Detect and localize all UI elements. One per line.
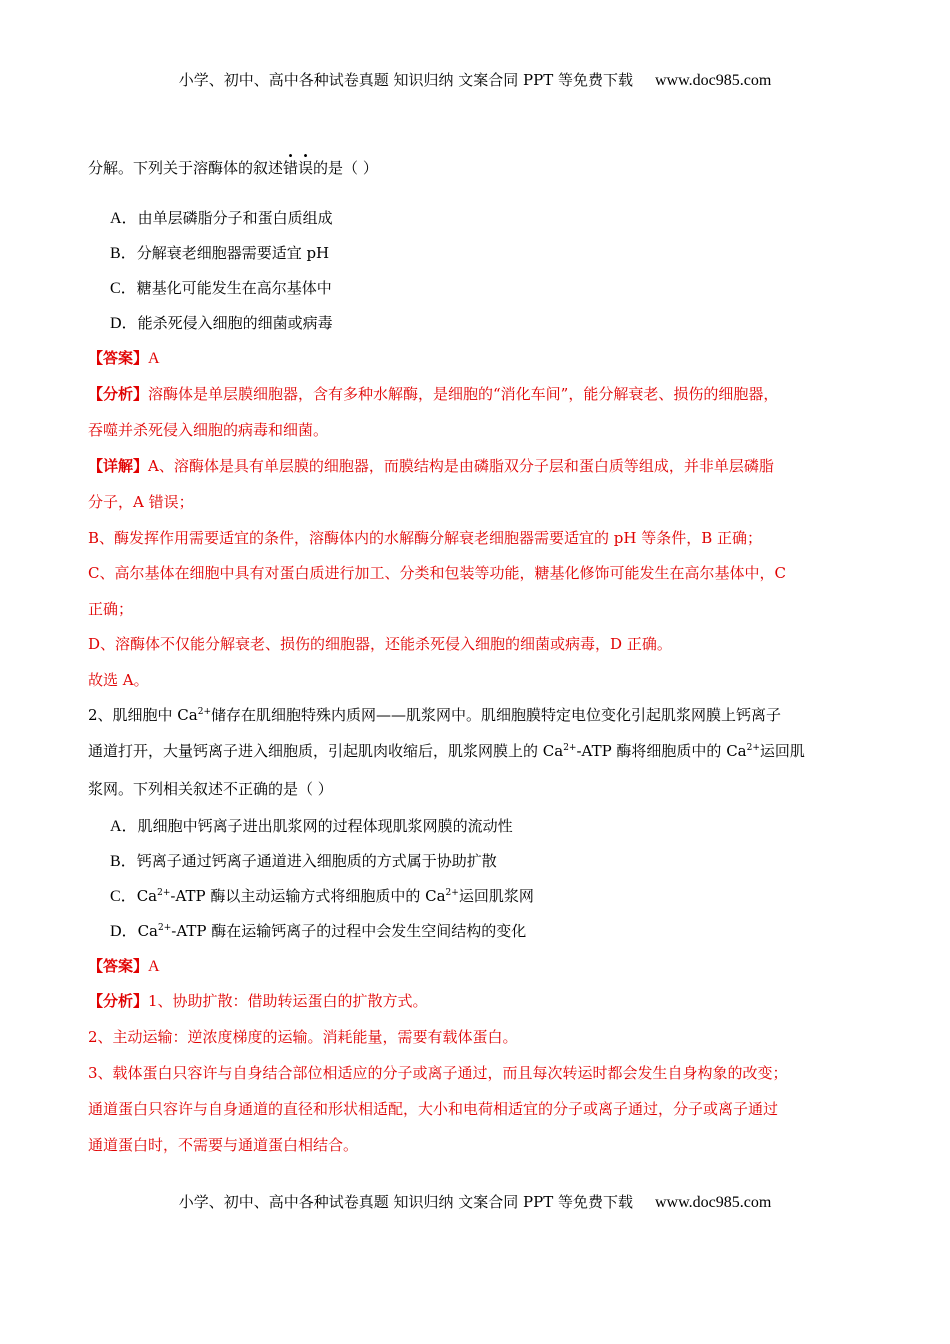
q1-stem-emph-2: 误 <box>298 159 314 177</box>
q1-option-c <box>110 278 332 299</box>
q2-option-c <box>110 886 534 907</box>
q2-analysis-line-5: 通道蛋白时，不需要与通道蛋白相结合。 <box>88 1136 359 1154</box>
q1-detail-line-5: 正确； <box>88 600 134 618</box>
q2-option-a <box>110 816 513 837</box>
option-text: 糖基化可能发生在高尔基体中 <box>136 279 332 297</box>
q1-stem-prefix: 分解。下列关于溶酶体的叙述 <box>88 159 284 177</box>
option-text: 钙离子通过钙离子通道进入细胞质的方式属于协助扩散 <box>136 852 497 870</box>
superscript: 2+ <box>445 888 459 898</box>
q2-option-d <box>110 921 526 942</box>
superscript: 2+ <box>197 707 212 717</box>
option-label: D． <box>110 923 138 940</box>
option-text: 运回肌浆网 <box>458 887 534 905</box>
option-text: 能杀死侵入细胞的细菌或病毒 <box>137 314 333 332</box>
page-footer <box>0 1191 950 1212</box>
q2-analysis-line-4: 通道蛋白只容许与自身通道的直径和形状相适配，大小和电荷相适宜的分子或离子通过，分子或离子通过 <box>88 1100 779 1118</box>
q2-text: 2、肌细胞中 Ca <box>88 706 198 724</box>
q1-stem-emph-1: 错 <box>283 159 299 177</box>
option-text: 由单层磷脂分子和蛋白质组成 <box>137 209 333 227</box>
q2-stem-line-2 <box>88 741 805 761</box>
option-label: D． <box>110 315 138 332</box>
answer-tag: 【答案】 <box>88 957 149 975</box>
option-text: -ATP 酶以主动运输方式将细胞质中的 Ca <box>170 887 446 905</box>
detail-tag: 【详解】 <box>88 457 149 475</box>
answer-value: A <box>148 350 160 367</box>
q2-stem-line-3: 浆网。下列相关叙述不正确的是（ ） <box>88 780 333 798</box>
page-header <box>0 69 950 90</box>
q1-detail-line-6: D、溶酶体不仅能分解衰老、损伤的细胞器，还能杀死侵入细胞的细菌或病毒，D 正确。 <box>88 635 672 653</box>
q1-stem-suffix: 的是（ ） <box>313 159 378 177</box>
q1-analysis-line-2: 吞噬并杀死侵入细胞的病毒和细菌。 <box>88 421 329 439</box>
option-label: A． <box>110 818 138 835</box>
superscript: 2+ <box>746 743 760 753</box>
q1-detail-line-3: B、酶发挥作用需要适宜的条件，溶酶体内的水解酶分解衰老细胞器需要适宜的 pH 等条件，B 正确； <box>88 529 763 547</box>
q2-text: 通道打开，大量钙离子进入细胞质，引起肌肉收缩后，肌浆网膜上的 Ca <box>88 742 564 760</box>
option-text: Ca <box>136 887 158 905</box>
q2-analysis-line-2: 2、主动运输：逆浓度梯度的运输。消耗能量，需要有载体蛋白。 <box>88 1028 518 1046</box>
footer-text: 小学、初中、高中各种试卷真题 知识归纳 文案合同 PPT 等免费下载 <box>178 1193 633 1211</box>
option-text: -ATP 酶在运输钙离子的过程中会发生空间结构的变化 <box>171 922 527 940</box>
answer-value: A <box>148 958 160 975</box>
analysis-tag: 【分析】 <box>88 385 149 403</box>
q1-detail-line-1 <box>88 456 774 476</box>
analysis-tag: 【分析】 <box>88 992 149 1010</box>
superscript: 2+ <box>157 888 171 898</box>
q2-answer <box>88 956 160 977</box>
analysis-text: 1、协助扩散：借助转运蛋白的扩散方式。 <box>148 992 428 1010</box>
option-text: 肌细胞中钙离子进出肌浆网的过程体现肌浆网膜的流动性 <box>137 817 513 835</box>
q1-option-a <box>110 208 333 229</box>
q1-answer <box>88 348 160 369</box>
q2-option-b <box>110 851 497 872</box>
option-text: 分解衰老细胞器需要适宜 pH <box>136 244 330 262</box>
analysis-text: 溶酶体是单层膜细胞器，含有多种水解酶，是细胞的“消化车间”，能分解衰老、损伤的细胞器， <box>148 385 779 403</box>
q2-analysis-line-1 <box>88 991 428 1011</box>
q2-text: -ATP 酶将细胞质中的 Ca <box>576 742 747 760</box>
option-text: Ca <box>137 922 158 940</box>
q1-stem <box>88 158 378 178</box>
header-text: 小学、初中、高中各种试卷真题 知识归纳 文案合同 PPT 等免费下载 <box>178 71 633 89</box>
superscript: 2+ <box>563 743 577 753</box>
footer-url[interactable]: www.doc985.com <box>654 1194 772 1211</box>
q2-text: 储存在肌细胞特殊内质网——肌浆网中。肌细胞膜特定电位变化引起肌浆网膜上钙离子 <box>211 706 782 724</box>
option-label: A． <box>110 210 138 227</box>
q1-option-d <box>110 313 333 334</box>
option-label: C． <box>110 888 137 905</box>
q1-detail-line-4: C、高尔基体在细胞中具有对蛋白质进行加工、分类和包装等功能，糖基化修饰可能发生在高尔基体中，C <box>88 564 786 582</box>
q1-detail-line-7: 故选 A。 <box>88 671 149 689</box>
q1-analysis-line-1 <box>88 384 778 404</box>
option-label: B． <box>110 245 137 262</box>
q1-option-b <box>110 243 329 264</box>
detail-text: A、溶酶体是具有单层膜的细胞器，而膜结构是由磷脂双分子层和蛋白质等组成，并非单层磷脂 <box>148 457 774 475</box>
q1-detail-line-2: 分子，A 错误； <box>88 493 194 511</box>
option-label: B． <box>110 853 137 870</box>
superscript: 2+ <box>157 923 172 933</box>
header-url[interactable]: www.doc985.com <box>654 72 772 89</box>
q2-text: 运回肌 <box>759 742 805 760</box>
q2-stem-line-1 <box>88 705 781 725</box>
answer-tag: 【答案】 <box>88 349 149 367</box>
q2-analysis-line-3: 3、载体蛋白只容许与自身结合部位相适应的分子或离子通过，而且每次转运时都会发生自身构象的改变； <box>88 1064 788 1082</box>
option-label: C． <box>110 280 137 297</box>
